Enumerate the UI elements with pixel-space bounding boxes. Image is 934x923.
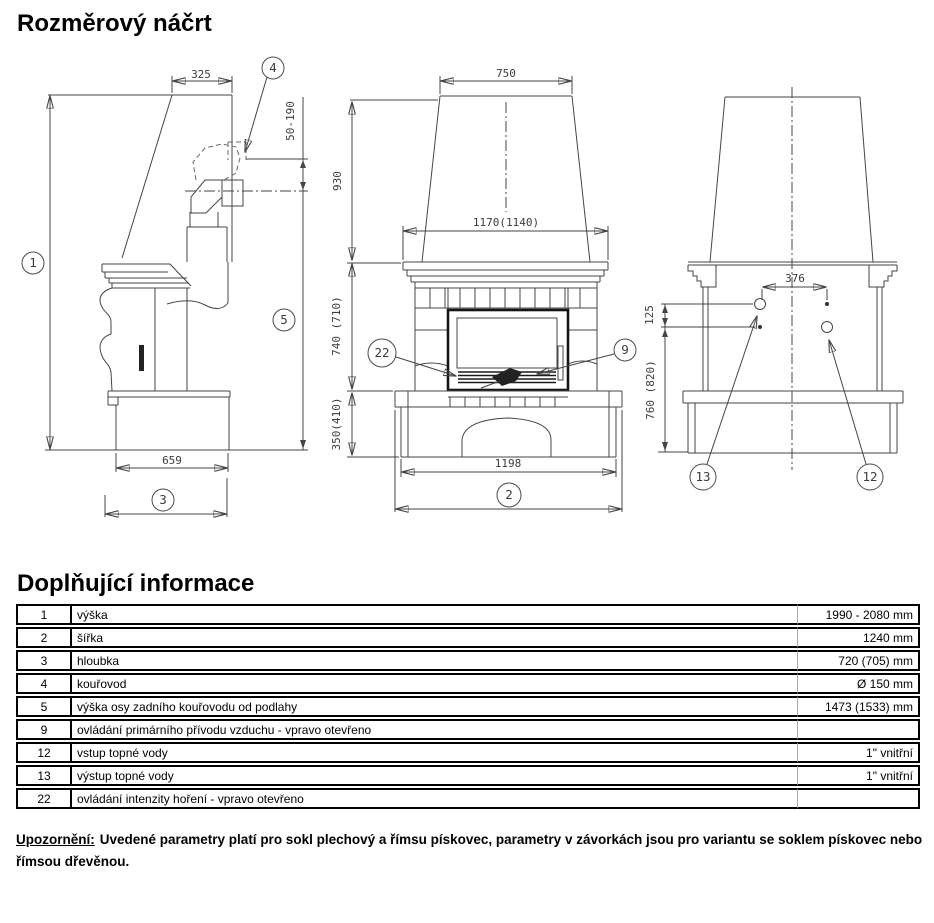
row-number: 2 xyxy=(16,627,72,648)
row-label: vstup topné vody xyxy=(72,742,798,763)
row-number: 3 xyxy=(16,650,72,671)
row-number: 9 xyxy=(16,719,72,740)
row-value: Ø 150 mm xyxy=(798,673,920,694)
page-title: Rozměrový náčrt xyxy=(17,10,212,37)
row-label: výška xyxy=(72,604,798,625)
dim-front-base-width: 1198 xyxy=(494,457,522,470)
row-label: výstup topné vody xyxy=(72,765,798,786)
front-view xyxy=(330,67,636,512)
dim-front-mantel-width: 1170(1140) xyxy=(472,216,540,229)
row-label: ovládání intenzity hoření - vpravo otevřeno xyxy=(72,788,798,809)
table-row xyxy=(16,742,920,763)
warning-text: Uvedené parametry platí pro sokl plechový a římsu pískovec, parametry v závorkách jsou pro variantu se soklem pískovec nebo římsou dřevěnou. xyxy=(16,832,923,869)
table-row xyxy=(16,650,920,671)
callout-3: 3 xyxy=(159,492,167,507)
callout-1: 1 xyxy=(29,255,37,270)
row-value: 1240 mm xyxy=(798,627,920,648)
rear-view xyxy=(643,87,903,490)
table-row xyxy=(16,719,920,740)
dim-rear-conn-height: 760 (820) xyxy=(644,360,657,420)
dim-rear-conn-spacing: 376 xyxy=(785,272,805,285)
flue-alt-position-dashed xyxy=(193,142,246,180)
dim-side-top-width: 325 xyxy=(191,68,211,81)
row-label: šířka xyxy=(72,627,798,648)
callout-22: 22 xyxy=(374,345,390,360)
row-value: 1473 (1533) mm xyxy=(798,696,920,717)
side-door-handle xyxy=(139,345,144,371)
side-view xyxy=(22,57,308,517)
dim-front-hood-height: 930 xyxy=(331,171,344,191)
row-number: 13 xyxy=(16,765,72,786)
door-handle xyxy=(492,368,522,386)
warning-label: Upozornění: xyxy=(16,832,95,847)
table-row xyxy=(16,604,920,625)
dimensional-drawing xyxy=(0,48,934,523)
table-row xyxy=(16,765,920,786)
row-label: kouřovod xyxy=(72,673,798,694)
callout-4: 4 xyxy=(269,60,277,75)
callout-5: 5 xyxy=(280,312,288,327)
dim-front-base-height: 350(410) xyxy=(330,397,343,451)
row-value: 1" vnitřní xyxy=(798,742,920,763)
warning-note xyxy=(16,829,928,873)
section-title: Doplňující informace xyxy=(17,570,255,597)
dim-front-hood-top: 750 xyxy=(496,67,516,80)
water-outlet-port xyxy=(755,299,766,310)
callout-2: 2 xyxy=(505,487,513,502)
dim-side-flue-range: 50-190 xyxy=(284,101,297,141)
row-value xyxy=(798,788,920,809)
dim-rear-conn-offset: 125 xyxy=(643,305,656,325)
row-value xyxy=(798,719,920,740)
dim-front-insert-height: 740 (710) xyxy=(330,296,343,356)
row-label: hloubka xyxy=(72,650,798,671)
port-mark xyxy=(825,302,829,306)
row-number: 5 xyxy=(16,696,72,717)
callout-13: 13 xyxy=(695,469,711,484)
table-row xyxy=(16,673,920,694)
callout-9: 9 xyxy=(621,342,629,357)
water-inlet-port xyxy=(822,322,833,333)
row-value: 720 (705) mm xyxy=(798,650,920,671)
row-number: 1 xyxy=(16,604,72,625)
row-label: výška osy zadního kouřovodu od podlahy xyxy=(72,696,798,717)
table-row xyxy=(16,788,920,809)
row-value: 1" vnitřní xyxy=(798,765,920,786)
dim-side-base-depth: 659 xyxy=(162,454,182,467)
table-row xyxy=(16,627,920,648)
row-value: 1990 - 2080 mm xyxy=(798,604,920,625)
port-mark xyxy=(758,325,762,329)
row-number: 22 xyxy=(16,788,72,809)
info-table xyxy=(16,602,920,811)
row-number: 4 xyxy=(16,673,72,694)
table-row xyxy=(16,696,920,717)
row-label: ovládání primárního přívodu vzduchu - vpravo otevřeno xyxy=(72,719,798,740)
callout-12: 12 xyxy=(862,469,878,484)
row-number: 12 xyxy=(16,742,72,763)
